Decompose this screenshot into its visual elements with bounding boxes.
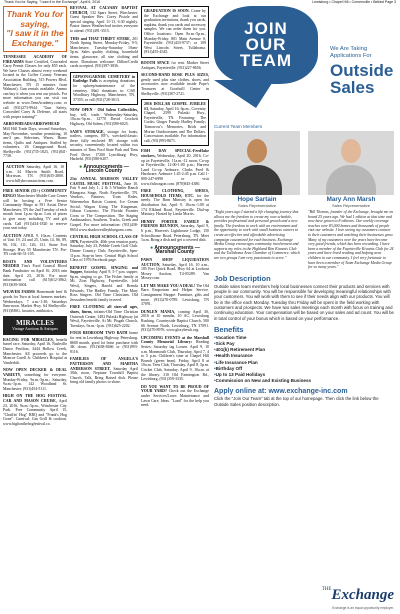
classified-item: NOW OPEN DECKER & DEAL VARIETY, something for everyone. Monday-Friday, 9a.m.-5p.m.; Saturday, 9a.m.-1p.m. 142 Woodland St. Manchester. (931)454-5111. xyxy=(3,368,67,391)
classified-item: ARROWHEADS/ARROWHEAD Mill Hill Trade Days, second Saturdays, May-November, weather permitting, 10 am-3 pm. Sidevines, Wares, Home items, Quilts and Antiques. Staffed by volunteers. 26 Campground Road, Shelbyville. (931)735-1823, (931)841-7738. xyxy=(3,122,67,159)
current-team-label: Current Team Members xyxy=(214,124,263,129)
benefit-item: • Birthday Off xyxy=(214,366,394,372)
classified-item: 2016 DOLLAR GOSPEL JUBILEE #3, Saturday, April 16, 6p.m., Coventry Chapel, 2599 Pulaski Hwy., Fayetteville, TN. Featuring: The Cooks; Ginger Family Hadley Family; Tomorrow's Memories, Brick and Mortar Outdoorsmen and The Dollars. Concessions available. For information call, (931)993-8671. xyxy=(141,99,209,146)
classified-item: FOUR BEDROOM TWO BATH home for rent in Lewisburg Highway, Petersburg. $600 month, good lot lease purchase with 3K down. (931)638-8466 or (931)993-8116. xyxy=(70,331,138,354)
staff-name: Hope Sartain xyxy=(237,196,277,203)
benefits-heading: Benefits xyxy=(214,324,244,334)
staff-names xyxy=(212,195,396,208)
staff-quote: "Bill Thomas, founder of the Exchange, brought me on board 25 years ago. We had 1 edition at that time and now have grown to 8 editions. Our weekly coverage reaches over 83,000 homes and thousands of people visit our website. I love seeing my customers connect to their customers and watching their businesses grow. Many of my customers over the years have become very good friends, which has been rewarding. I have been a member of the Fayetteville Kiwanis Club for 24 years and have loved reading and helping area children in our community. I feel very fortunate to have been a member of Team Exchange Media Group for so many years." xyxy=(308,210,394,270)
benefit-item: • Commission on New and Existing Business xyxy=(214,378,394,384)
page-header xyxy=(0,0,400,5)
taking-applications-text: We Are Taking Applications For xyxy=(330,46,372,59)
classified-item: FREE CLOTHING, SHOES, HOUSEHOLD ITEMS, ETC. for the needy. The Barn Ministry is open for distribution Sat, April 9, 10a.m.-1:00 at 174 Elkland Road, Fayetteville. Dial-up Ministry. Hosted by Linda Morris. xyxy=(141,189,209,217)
miracles-ad xyxy=(3,316,67,335)
speech-bubble-tail-icon xyxy=(214,80,274,108)
benefit-item: • Vacation Time xyxy=(214,335,394,341)
classified-item: RACING FOR MIRACLES, benefit barrel race, Saturday, April 16, Nashville Dance Pavilion, 3444 Hollow Creek, Manchester. All proceeds go to the Monroe Carell Jr. Children's Hospital at Vanderbilt. xyxy=(3,337,67,365)
classified-item: FAMILIES OF ANGELA'S PATTERSON AND MARTHA ANDERSON STREET. Saturday April 30th, noon, Neptune Townhill Baptist Church, Talk, Bring Raised dish. Please bring old family photos to share. xyxy=(70,357,138,385)
announcement-dot-icon: ● xyxy=(79,163,83,170)
classified-item: REVIVAL AT CALVARY BAPTIST CHURCH, 132 Spars Street, Winchester. Guest Speaker Rev. Corey Pistole and special singing. April 11-13, 6:30 nightly. Pastor James Weatherford invites everyone to attend. (931)491-3515. xyxy=(70,6,138,33)
classified-item: BOOTH SPACE for rent. Marker Street Antiques, Fayetteville. (931)227-8656. xyxy=(141,60,209,70)
announcement-dot-icon: ● xyxy=(150,244,154,251)
staff-role: Sales Representative xyxy=(237,203,277,208)
classified-item: UPCOMING EVENTS at the Marshall County Memorial Library: Reading Series; Saturday tag Lorsen. April 9, 10 a.m. Monmouth Club, Thursday, April 7, 4 to 5 p.m. Children's time at Chapel Hill Branch (green bean). Friday, April 8 at 10a.m. Teen Club, Thursday, April 8, 5p.m. Cricket Club, Saturday, April 9, 10a.m. at the library. 310 Old Farmington Rd., Lewisburg. (931)359-3335. xyxy=(141,335,209,382)
thank-you-line2: "I saw it in the Exchange." xyxy=(6,28,64,48)
classified-item: NOW OPEN - Old Salem Collectibles, buy, sell, trade. Wednesday-Saturday, 10a.m.-5p.m., 12770 David Crockett Highway, Old Salem. (931)580-6025. xyxy=(70,108,138,127)
classifieds-column-3 xyxy=(141,6,209,612)
page-header-left: Thank You for Saying, "I saw it in the Exchange", April 6, 2016 xyxy=(4,0,101,4)
staff-photo-mary-ann xyxy=(308,131,394,195)
join-line-3: TEAM xyxy=(239,51,293,70)
classified-item: SAM'S STORAGE, storage for boats, trailers, campers, RV's, wrecked/classic; these fully enclosed RV storage with security, conveniently located within two minutes of Tims Ford State Park and Tims Ford Drive. 17200 Lynchburg Hwy, Hatfield. (931)580-6207. xyxy=(70,129,138,162)
announcements-marshall-tag: ● Announcements — Marshall County xyxy=(150,244,200,256)
join-line-2: OUR xyxy=(245,35,287,54)
classified-item: SECOND-HAND ROSE PLUS SIZES, gently used plus size clothes, shoes, and accessories now available inside Pope's Treasures at Goodwill Center in Shelbyville. (931)307-2721. xyxy=(141,73,209,96)
classified-item: TENNESSEE ACADEMY OF FIREARMS State Certified, Concealed Carry Permit Classes for only $55 each. We have Classes almost every weekend located in the Coffee County Veterans Association Building, 515 Powers Blvd, Manchester, TN 15 minutes from Walmart). Gun rentals available. Ammo can buy it when you rent our pistols. For more information you can visit our website at www.TennAcademy.com; or call (931)273-9944. "Gun Safety, Concealed Carry & Defense, all starts with proper training!" xyxy=(3,55,67,119)
classified-item: FISH DAY SPECIAL-Feed/lake stockers, Wednesday, April 20, 2016, Co-op in Fayetteville, 11a.m.-12 noon; Co-op in Fayetteville, 12:00-1:00 p.m.; Harvest Land Co-op Ardmore, Clarks Feed & Hardware, Ardmore 1:45-2:45 p.m. Call 1-800-247-6990 or visit www.fishwagon.com. (870)845-4380. xyxy=(141,149,209,186)
staff-photo-hope xyxy=(214,131,300,195)
staff-quote: "Eight years ago I started a life changing journey that allows me the freedom to create my own schedule, provides professional and personal growth and a new family. The freedom to work with an environment and the opportunity to work with small business owners to create an effective and affordable advertising campaign customized for each business. Exchange Media Group encourages community involvement and supports my roles in the Highland Rim Kiwanis Club and the Tullahoma Area Chamber of Commerce, which are two groups I am very passionate to serve." xyxy=(214,210,300,260)
staff-name-block xyxy=(308,196,394,208)
benefit-item: • Up to 13 Paid Holidays xyxy=(214,372,394,378)
staff-name: Mary Ann Marsh xyxy=(326,196,376,203)
job-description-heading: Job Description xyxy=(214,273,271,283)
classified-item: FREE SENIOR (55+) COMMUNITY BINGO Manchester Middle Care Center will be hosting a Free Senior Community Bingo at 591 Assist Drive Manchester, TN the 2nd Tuesday of each month from 1p.m.-4p.m. Lots of prizes to give away including TV and gift cards. Call (931)434-1820 to reserve your seat today. xyxy=(3,189,67,231)
classified-item: BENEFIT GOSPEL SINGING and Supper, Saturday, April 9, 5-7 p.m. supper; 6p.m. singing to go. The Fisher family at Mt. Zion Highway, Fayetteville, (old West), Singers, Harold and Brenda Edwards, The Hadley Family, The Mary Ross Singers. Old Time Christians. Old Jerusalem benefit family in need. xyxy=(70,265,138,302)
job-description-text: Outside sales team members help local businesses connect their products and services with people in our community. You will be responsible for developing meaningful relationships with your customers. You will work with them to see if their needs align with our products. You will be in the office each Monday. Tuesday thru Friday will be spent in the field working with customers and prospects. We have two sales meetings each month with focus on training and continuing education. Your compensation will be based on your sales and ad count. You will be in total control of your bonus which is based on your performance. xyxy=(214,283,394,321)
announcements-lincoln-tag: ● Announcements — Lincoln County xyxy=(79,163,129,175)
apply-instructions: Click the "Join Our Team" tab at the top of our homepage. Then click the link below the Outside Sales position description. xyxy=(214,396,379,407)
benefit-item: • Sick Pay xyxy=(214,341,394,347)
staff-name-block xyxy=(214,196,300,208)
classified-item: BOATS AND VOLUNTEERS NEEDED Tim's Food Council Blood Bank Fundraiser on April 16, 2016 rain date, April 23, 2016. For more information call (615)612-3862; (931)639-3604. xyxy=(3,259,67,287)
apply-online-link[interactable]: Apply online at: www.exchange-inc.com xyxy=(214,388,348,396)
classifieds-column-1 xyxy=(3,6,67,612)
classified-item: GRADUATION IS SOON. Come by the Exchange and look at our graduation invitations, thank you cards, napkins, thank you cards and accessory samples. We can order them for you. Office locations: Open 8a.m.-5p.m., Monday-Friday. 801 Main Avenue S, Fayetteville. (931)433-9737; or 109 West Lincoln Street, Tullahoma. (931)455-4545. xyxy=(141,6,209,58)
staff-role: Sales Representative xyxy=(331,203,371,208)
classified-item: 21st ANNUAL MADISON VALLEY CASTEL MUSIC FESTIVAL, June 10, Fair 9 and July 1, 2 & 3 Whistler Ranch Bluegrass Stage, North Fayetteville, TN. Vendors, Painters, Train Rides, Watermelon Raisin Contest, Ice Cream Social, Wagon Using The Kingsman, Gibson Concerto. The Florida Frontier Cross or The Composition. The Staging Ambassadors, Southern. Tracks, Greek and Gospel. For more information: (931)438-8654 www.shadowvalleybluegrass.com. xyxy=(70,177,138,232)
benefit-item: • 401(k) Retirement Plan xyxy=(214,347,394,353)
classified-item: DUNLEN MANIA, coming April 30, 2016 at 10 months, 10 AC, Lewisburg Rushing. Countryside Baptist Church, 500 66 Avenue North, Lewisburg, TN 37091. (931)270-8976. www.glorybewh.org. xyxy=(141,309,209,333)
ad-footer xyxy=(212,588,396,610)
staff-quotes xyxy=(212,208,396,270)
join-our-team-ad xyxy=(212,6,396,610)
benefit-item: • Life Insurance Plan xyxy=(214,360,394,366)
benefits-list xyxy=(212,335,396,385)
speech-bubble-body xyxy=(214,6,318,84)
outside-sales-heading: Outside Sales xyxy=(330,61,394,97)
classified-item: THIS and THAT THRIFT STORE, 201 North Spring Street, Monday-Friday, 9-5; Manchester; Tuesday-Saturday 10am-5p.m. Sales quality clothing, household items, glassware, all size clothing and more. Donations welcome. Dillon/Credit cards accepted. (931)397-3836. xyxy=(70,36,138,69)
thank-you-ad xyxy=(3,6,67,52)
miracles-sub: Vintage Auctions & Antiques xyxy=(12,327,58,332)
classified-item: HIGH ON THE HOG FESTIVAL CAR AND MASON CRUISE, April 23, 2016, 9a.m.-3p.m., Winchester City Park. Free Community April 15, "Chuffin' Hog" BBQ and "Frank's Hog Gone". Carnival: Gas Grill & cookout. www.highonthehogfestival.co. xyxy=(3,394,67,426)
thank-you-line1: Thank You for saying, xyxy=(6,9,64,29)
classified-item: AUCTION APRIL 9, 10a.m. Contents of Unit 19, 24 and 25, Units 14, 86, 89, 96, 102, 111, 126, 131. Stone Fort Storage, Hwy 55 Manchester TN. Pre-TN code 66-31-105. xyxy=(3,233,67,257)
ad-hero xyxy=(212,6,396,122)
page-header-right: Lewisburg • Chapel Hill • Cornersville • Belfast Page 3 xyxy=(312,0,396,4)
classified-item: HENRY PORTER FAMILY & FRIENDS REUNION, Saturday, April 9, 6 p.m., Heaven's Lighthouse Lodge, 150 Schoolhouse Road, Petersburg. TN. Meet 1a.m. Bring a dish and get a covered dish. xyxy=(141,219,209,243)
equal-opportunity-line: Exchange is an equal opportunity employer. xyxy=(332,606,394,610)
speech-bubble xyxy=(212,6,322,122)
classified-item: DO YOU WANT TO BE PROUD OF YOUR YARD? Check out the Exchange under Services/Lawn Maintenance and Lawn Care, Ideas. "Land" for the help you need. xyxy=(141,384,209,408)
classified-item: WEAVER FARMS Homemade beef & goods for Turn at local farmers markets. Wednesdays, 7 a.m.-1:30; Saturdays 8am-noon. Market Hwy. 64 Shelbyville. (931)MSG, luxuries, antibiotics. xyxy=(3,290,67,313)
classifieds-column-2 xyxy=(70,6,138,612)
join-line-1: JOIN xyxy=(244,19,288,38)
classified-item: CENTRAL HIGH SCHOOL CLASS OF 1976, Fayetteville, 40th year reunion party, Saturday, July 23, Pebble Creek Golf Club. Dinner Country Club, Fayetteville, 6pm-11p.m. Stop-in beer. Central High School Class of 1976 Facebook page. xyxy=(70,235,138,263)
classified-item: FREE CLOTHING all sizes-all ages, shoes, linens, infants-Old Time Christian Outreach Center, 1492 Pulaski Highway (at West), Fayetteville, At Mt. Pisgah Church, Tuesdays, 9a.m.-1p.m. (931)625-2202. xyxy=(70,305,138,328)
exchange-logo: $^{THE}$Exchange xyxy=(321,587,394,603)
classified-item: PAWN SHOP LIQUIDATION AUCTION, Saturday, April 16, 10 a.m., 185 Fort Quick Road, Hwy 64 at Lookout Mosey Auction, T4-05289. Van Mosey.com. xyxy=(141,257,209,281)
miracles-title: MIRACLES xyxy=(16,319,54,328)
benefit-item: • Health Insurance xyxy=(214,353,394,359)
classified-item: AUCTION Saturday, April 16, 10 a.m. 34 Marvin Smith Road, Morrison, TN. (931)635-2800. www.billybrownauctions.com. xyxy=(3,162,67,186)
staff-photos xyxy=(212,131,396,195)
classified-item: GIPSON/GARNER CEMETERY in Rutledge Falls is accepting donations for upkeep/maintenance of the cemetery. Mail donations to: C/60 Woodbury Highway, Manchester, TN, 37355; or call (931)728-3013. xyxy=(70,72,138,106)
classified-item: LET ME MAKE YOU A DEAL! The Old Barn Emporium and Helper Service. Consignment Shoppe. Furniture, gifts and more. (931)270-0789. Lewisburg, TN 37091. xyxy=(141,283,209,307)
